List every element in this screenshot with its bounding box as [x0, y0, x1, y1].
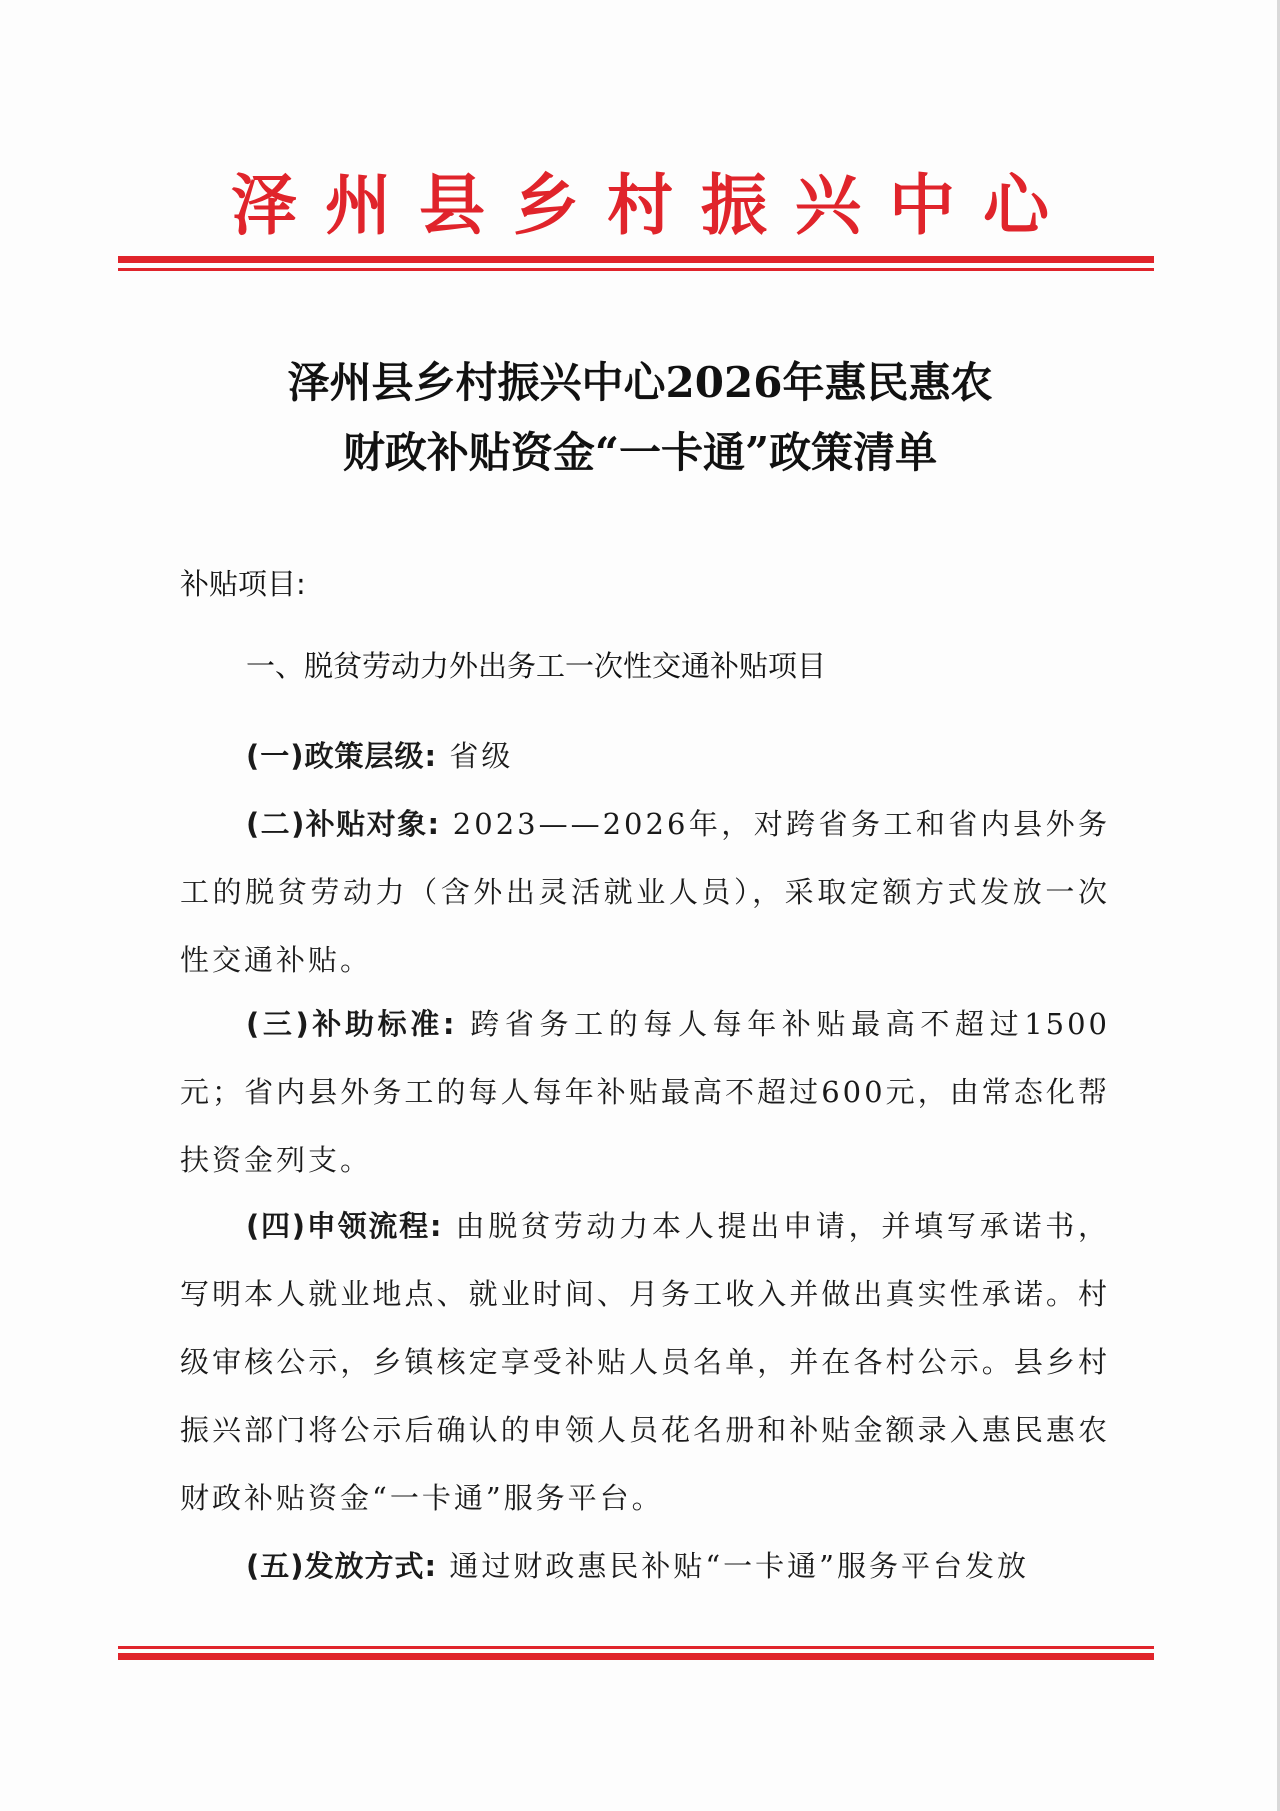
- item-lead: (五)发放方式:: [246, 1549, 438, 1583]
- item-text: 2023——2026年，对跨省务工和省内县外务工的脱贫劳动力（含外出灵活就业人员），采取定额方式发放一次性交通补贴。: [180, 807, 1111, 977]
- item-lead: (二)补贴对象:: [246, 807, 441, 841]
- masthead-rule-thin: [118, 268, 1154, 271]
- item-text: 由脱贫劳动力本人提出申请，并填写承诺书，写明本人就业地点、就业时间、月务工收入并做出真实性承诺。村级审核公示，乡镇核定享受补贴人员名单，并在各村公示。县乡村振兴部门将公示后确认的申领人员花名册和补贴金额录入惠民惠农财政补贴资金“一卡通”服务平台。: [180, 1209, 1110, 1515]
- item-policy-level: [180, 722, 1110, 790]
- item-subsidy-standard: [180, 990, 1110, 1194]
- document-title-line-1: 泽州县乡村振兴中心2026年惠民惠农: [287, 358, 993, 407]
- masthead-title: 泽州县乡村振兴中心: [231, 166, 1077, 244]
- item-text: 通过财政惠民补贴“一卡通”服务平台发放: [437, 1549, 1029, 1583]
- item-application-process: [180, 1192, 1110, 1532]
- item-lead: (三)补助标准:: [246, 1007, 456, 1041]
- item-text: 跨省务工的每人每年补贴最高不超过1500元；省内县外务工的每人每年补贴最高不超过600元，由常态化帮扶资金列支。: [180, 1007, 1111, 1177]
- item-lead: (一)政策层级:: [246, 739, 438, 773]
- item-subsidy-target: [180, 790, 1110, 994]
- item-lead: (四)申领流程:: [246, 1209, 443, 1243]
- project-label: 补贴项目:: [180, 567, 306, 601]
- section-heading: 一、脱贫劳动力外出务工一次性交通补贴项目: [246, 649, 827, 683]
- masthead-rule-thick: [118, 256, 1154, 263]
- item-payment-method: [180, 1532, 1110, 1600]
- footer-rule-thin: [118, 1646, 1154, 1649]
- document-title-line-2: 财政补贴资金“一卡通”政策清单: [342, 428, 938, 477]
- item-text: 省级: [437, 739, 514, 773]
- footer-rule-thick: [118, 1653, 1154, 1660]
